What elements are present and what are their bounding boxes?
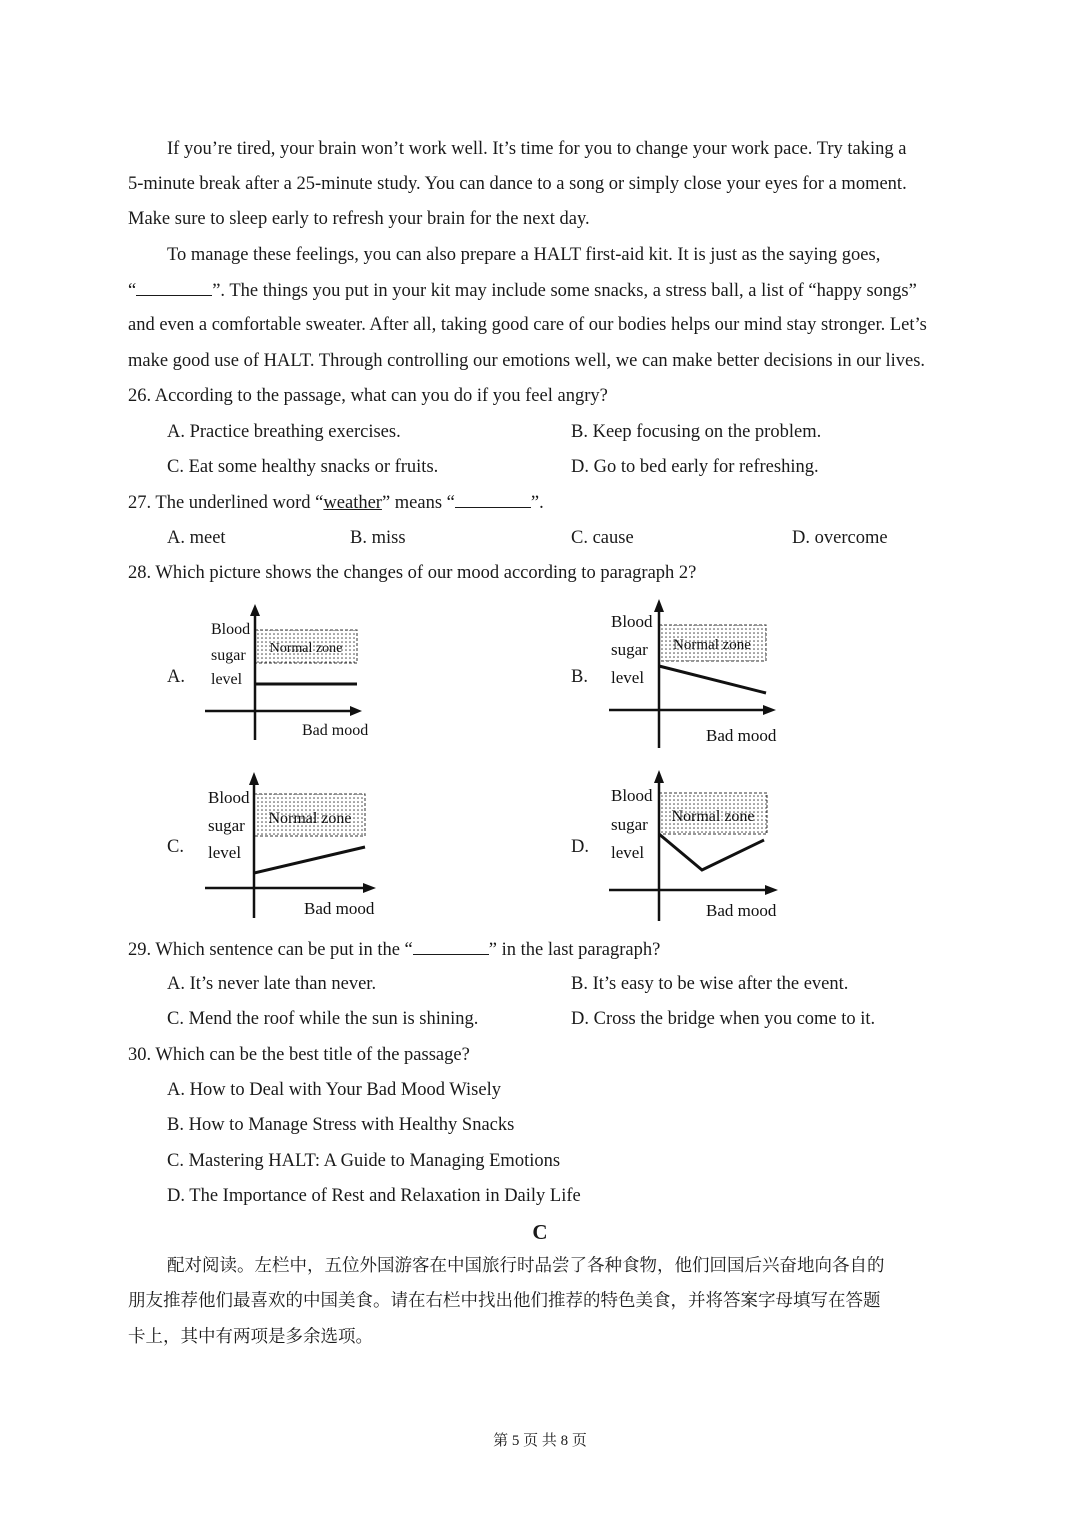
y-label-sugar: sugar	[611, 640, 648, 659]
x-axis-arrow	[765, 885, 778, 895]
q27-stem-mid: ” means “	[381, 493, 455, 513]
section-c-line3: 卡上，其中有两项是多余选项。	[128, 1327, 373, 1347]
y-label-level: level	[611, 843, 645, 862]
q28-option-b-letter: B.	[571, 667, 588, 687]
passage-p1-line1: If you’re tired, your brain won’t work well. It’s time for you to change your work pace. Try taking a	[167, 139, 907, 159]
passage-p2-line3: and even a comfortable sweater. After all, taking good care of our bodies helps our mind stay stronger. Let’s	[128, 315, 927, 335]
q27-option-c: C. cause	[571, 528, 634, 548]
q27-stem-post: ”.	[530, 493, 544, 513]
y-label-sugar: sugar	[208, 816, 245, 835]
x-axis-arrow	[363, 883, 376, 893]
q30-option-a: A. How to Deal with Your Bad Mood Wisely	[167, 1080, 501, 1100]
y-axis-arrow	[654, 599, 664, 612]
graph-a	[200, 600, 380, 745]
q29-option-c: C. Mend the roof while the sun is shining.	[167, 1009, 479, 1029]
y-label-level: level	[208, 843, 242, 862]
q30-stem: 30. Which can be the best title of the passage?	[128, 1045, 470, 1065]
q28-option-a-letter: A.	[167, 667, 185, 687]
q28-option-c-letter: C.	[167, 837, 184, 857]
q27-stem	[128, 490, 544, 515]
q26-option-a: A. Practice breathing exercises.	[167, 422, 401, 442]
y-axis-arrow	[654, 770, 664, 783]
q27-blank	[455, 490, 531, 508]
graph-b	[604, 595, 784, 750]
q26-stem: 26. According to the passage, what can you do if you feel angry?	[128, 386, 608, 406]
y-label-blood: Blood	[611, 612, 653, 631]
y-label-sugar: sugar	[211, 647, 246, 664]
normal-zone-label: Normal zone	[268, 810, 352, 827]
x-axis-arrow	[350, 706, 362, 716]
y-axis-arrow	[250, 604, 260, 616]
x-label: Bad mood	[706, 901, 777, 920]
mood-line	[659, 834, 764, 870]
passage-p2-line2	[128, 278, 917, 303]
q30-option-b: B. How to Manage Stress with Healthy Snacks	[167, 1115, 515, 1135]
passage-p2-line2-text: ”. The things you put in your kit may include some snacks, a stress ball, a list of “happy songs”	[212, 281, 917, 301]
y-label-blood: Blood	[211, 621, 251, 638]
x-label: Bad mood	[302, 722, 369, 739]
y-label-blood: Blood	[208, 788, 250, 807]
passage-p1-line3: Make sure to sleep early to refresh your brain for the next day.	[128, 209, 590, 229]
y-label-level: level	[211, 671, 243, 688]
underlined-word: weather	[323, 493, 382, 513]
q26-option-d: D. Go to bed early for refreshing.	[571, 457, 819, 477]
q29-option-b: B. It’s easy to be wise after the event.	[571, 974, 849, 994]
q26-option-b: B. Keep focusing on the problem.	[571, 422, 822, 442]
y-label-level: level	[611, 668, 645, 687]
q27-option-b: B. miss	[350, 528, 406, 548]
q29-option-a: A. It’s never late than never.	[167, 974, 377, 994]
saying-blank	[136, 278, 212, 296]
passage-p1-line2: 5-minute break after a 25-minute study. You can dance to a song or simply close your eyes for a moment.	[128, 174, 907, 194]
passage-p2-line4: make good use of HALT. Through controlling our emotions well, we can make better decisions in our lives.	[128, 351, 926, 371]
q26-option-c: C. Eat some healthy snacks or fruits.	[167, 457, 439, 477]
q28-option-d-letter: D.	[571, 837, 589, 857]
q30-option-c: C. Mastering HALT: A Guide to Managing Emotions	[167, 1151, 561, 1171]
graph-d	[604, 766, 789, 923]
q29-stem-pre: 29. Which sentence can be put in the “	[128, 940, 413, 960]
section-c-line1: 配对阅读。左栏中，五位外国游客在中国旅行时品尝了各种食物，他们回国后兴奋地向各自的	[167, 1256, 885, 1276]
q29-option-d: D. Cross the bridge when you come to it.	[571, 1009, 876, 1029]
y-axis-arrow	[249, 772, 259, 785]
normal-zone-label: Normal zone	[673, 637, 751, 653]
q27-option-a: A. meet	[167, 528, 226, 548]
q30-option-d: D. The Importance of Rest and Relaxation in Daily Life	[167, 1186, 581, 1206]
normal-zone-label: Normal zone	[671, 808, 755, 825]
section-c-title: C	[532, 1220, 548, 1244]
q27-option-d: D. overcome	[792, 528, 888, 548]
section-c-line2: 朋友推荐他们最喜欢的中国美食。请在右栏中找出他们推荐的特色美食，并将答案字母填写在答题	[128, 1291, 881, 1311]
mood-line	[254, 847, 365, 873]
normal-zone-label: Normal zone	[269, 641, 343, 656]
page-footer: 第 5 页 共 8 页	[493, 1433, 587, 1449]
q29-stem	[128, 937, 660, 962]
x-label: Bad mood	[706, 726, 777, 745]
y-label-blood: Blood	[611, 786, 653, 805]
y-label-sugar: sugar	[611, 815, 648, 834]
x-label: Bad mood	[304, 899, 375, 918]
passage-p2-line1: To manage these feelings, you can also prepare a HALT first-aid kit. It is just as the saying goes,	[167, 245, 881, 265]
quote-open: “	[128, 281, 137, 301]
q27-stem-pre: 27. The underlined word “	[128, 493, 324, 513]
q28-stem: 28. Which picture shows the changes of our mood according to paragraph 2?	[128, 563, 697, 583]
x-axis-arrow	[763, 705, 776, 715]
mood-line	[659, 666, 766, 693]
graph-c	[200, 768, 385, 920]
q29-stem-post: ” in the last paragraph?	[488, 940, 661, 960]
q29-blank	[413, 937, 489, 955]
